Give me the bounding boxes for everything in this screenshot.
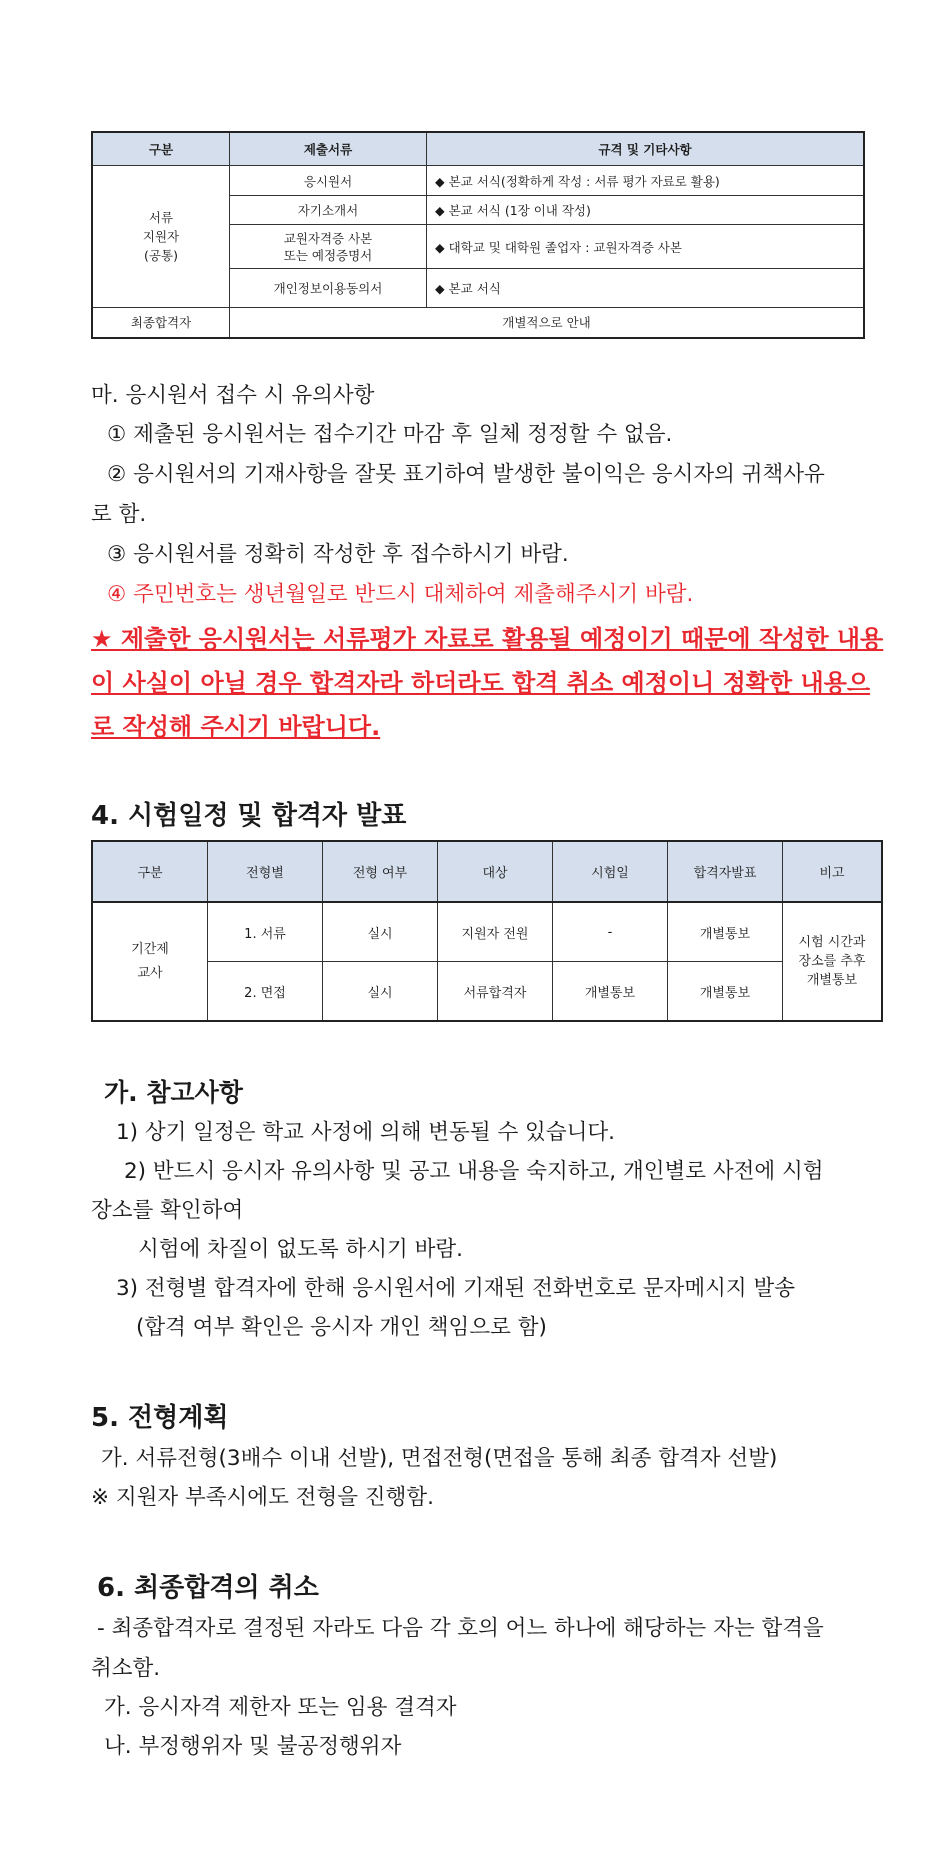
doc-cell: 자기소개서 bbox=[230, 196, 427, 225]
status-cell: 실시 bbox=[323, 962, 438, 1022]
stage-cell: 1. 서류 bbox=[208, 902, 323, 962]
section-5-title: 5. 전형계획 bbox=[91, 1403, 229, 1433]
header-cell: 전형 여부 bbox=[323, 841, 438, 902]
warning-line: 이 사실이 아닐 경우 합격자라 하더라도 합격 취소 예정이니 정확한 내용으 bbox=[91, 669, 871, 697]
header-cell: 합격자발표 bbox=[668, 841, 783, 902]
section-ma-item: 로 함. bbox=[91, 502, 147, 527]
section-ma-item: ③ 응시원서를 정확히 작성한 후 접수하시기 바람. bbox=[107, 542, 569, 567]
group-cell bbox=[92, 166, 230, 308]
target-cell: 지원자 전원 bbox=[438, 902, 553, 962]
reference-title: 가. 참고사항 bbox=[104, 1078, 243, 1107]
remark-line: 개별통보 bbox=[806, 973, 858, 988]
section-ma-item-highlight: ④ 주민번호는 생년월일로 반드시 대체하여 제출해주시기 바람. bbox=[107, 582, 694, 607]
header-cell: 전형별 bbox=[208, 841, 323, 902]
doc-cell: 개인정보이용동의서 bbox=[230, 269, 427, 308]
section-ma-title: 마. 응시원서 접수 시 유의사항 bbox=[91, 383, 375, 408]
section-ma-item: ② 응시원서의 기재사항을 잘못 표기하여 발생한 불이익은 응시자의 귀책사유 bbox=[107, 462, 825, 487]
reference-line: (합격 여부 확인은 응시자 개인 책임으로 함) bbox=[136, 1315, 547, 1340]
doc-cell: 교원자격증 사본 또는 예정증명서 bbox=[230, 225, 427, 269]
section-ma-item: ① 제출된 응시원서는 접수기간 마감 후 일체 정정할 수 없음. bbox=[107, 422, 673, 447]
reference-line: 장소를 확인하여 bbox=[91, 1198, 244, 1223]
header-cell: 구분 bbox=[92, 841, 208, 902]
section-6-title: 6. 최종합격의 취소 bbox=[97, 1573, 319, 1603]
warning-line: 로 작성해 주시기 바랍니다. bbox=[91, 713, 381, 741]
note-cell: ◆ 대학교 및 대학원 졸업자 : 교원자격증 사본 bbox=[427, 225, 865, 269]
header-documents: 제출서류 bbox=[230, 132, 427, 166]
status-cell: 실시 bbox=[323, 902, 438, 962]
group-label-line: 교사 bbox=[137, 965, 163, 981]
table-row bbox=[92, 308, 864, 338]
group-label-line: 지원자 bbox=[142, 229, 180, 244]
table-row bbox=[92, 902, 882, 962]
submission-documents-table bbox=[91, 131, 865, 339]
announce-cell: 개별통보 bbox=[668, 962, 783, 1022]
exam-schedule-table bbox=[91, 840, 883, 1022]
target-cell: 서류합격자 bbox=[438, 962, 553, 1022]
remark-line: 장소를 추후 bbox=[798, 954, 866, 969]
stage-cell: 2. 면접 bbox=[208, 962, 323, 1022]
section-5-line: 가. 서류전형(3배수 이내 선발), 면접전형(면접을 통해 최종 합격자 선발) bbox=[101, 1446, 778, 1471]
remark-line: 시험 시간과 bbox=[798, 935, 866, 950]
section-5-line: ※ 지원자 부족시에도 전형을 진행함. bbox=[91, 1485, 434, 1510]
reference-line: 3) 전형별 합격자에 한해 응시원서에 기재된 전화번호로 문자메시지 발송 bbox=[116, 1276, 796, 1301]
header-cell: 시험일 bbox=[553, 841, 668, 902]
warning-line: ★ 제출한 응시원서는 서류평가 자료로 활용될 예정이기 때문에 작성한 내용 bbox=[91, 625, 884, 653]
note-cell: ◆ 본교 서식 (1장 이내 작성) bbox=[427, 196, 865, 225]
reference-line: 1) 상기 일정은 학교 사정에 의해 변동될 수 있습니다. bbox=[116, 1120, 615, 1145]
header-cell: 대상 bbox=[438, 841, 553, 902]
group-cell bbox=[92, 902, 208, 1021]
remark-cell bbox=[783, 902, 883, 1021]
note-cell: ◆ 본교 서식 bbox=[427, 269, 865, 308]
section-6-line: 취소함. bbox=[91, 1656, 161, 1681]
section-6-line: - 최종합격자로 결정된 자라도 다음 각 호의 어느 하나에 해당하는 자는 합격을 bbox=[97, 1616, 824, 1641]
section-4-title: 4. 시험일정 및 합격자 발표 bbox=[91, 801, 407, 831]
section-6-line: 가. 응시자격 제한자 또는 임용 결격자 bbox=[104, 1695, 457, 1720]
reference-line: 시험에 차질이 없도록 하시기 바람. bbox=[138, 1237, 463, 1262]
group-label-line: 서류 bbox=[148, 210, 174, 225]
section-6-line: 나. 부정행위자 및 불공정행위자 bbox=[104, 1734, 402, 1759]
announce-cell: 개별통보 bbox=[668, 902, 783, 962]
header-cell: 비고 bbox=[783, 841, 883, 902]
header-category: 구분 bbox=[92, 132, 230, 166]
table-header-row bbox=[92, 132, 864, 166]
date-cell: 개별통보 bbox=[553, 962, 668, 1022]
header-notes: 규격 및 기타사항 bbox=[427, 132, 865, 166]
date-cell: - bbox=[553, 902, 668, 962]
group-label-line: (공통) bbox=[144, 248, 178, 263]
note-cell: ◆ 본교 서식(정확하게 작성 : 서류 평가 자료로 활용) bbox=[427, 166, 865, 196]
final-label-cell: 최종합격자 bbox=[92, 308, 230, 338]
reference-line: 2) 반드시 응시자 유의사항 및 공고 내용을 숙지하고, 개인별로 사전에 시험 bbox=[124, 1159, 824, 1184]
doc-cell: 응시원서 bbox=[230, 166, 427, 196]
final-note-cell: 개별적으로 안내 bbox=[230, 308, 865, 338]
group-label-line: 기간제 bbox=[131, 941, 169, 957]
table-header-row bbox=[92, 841, 882, 902]
table-row bbox=[92, 166, 864, 196]
table-row bbox=[92, 962, 882, 1022]
